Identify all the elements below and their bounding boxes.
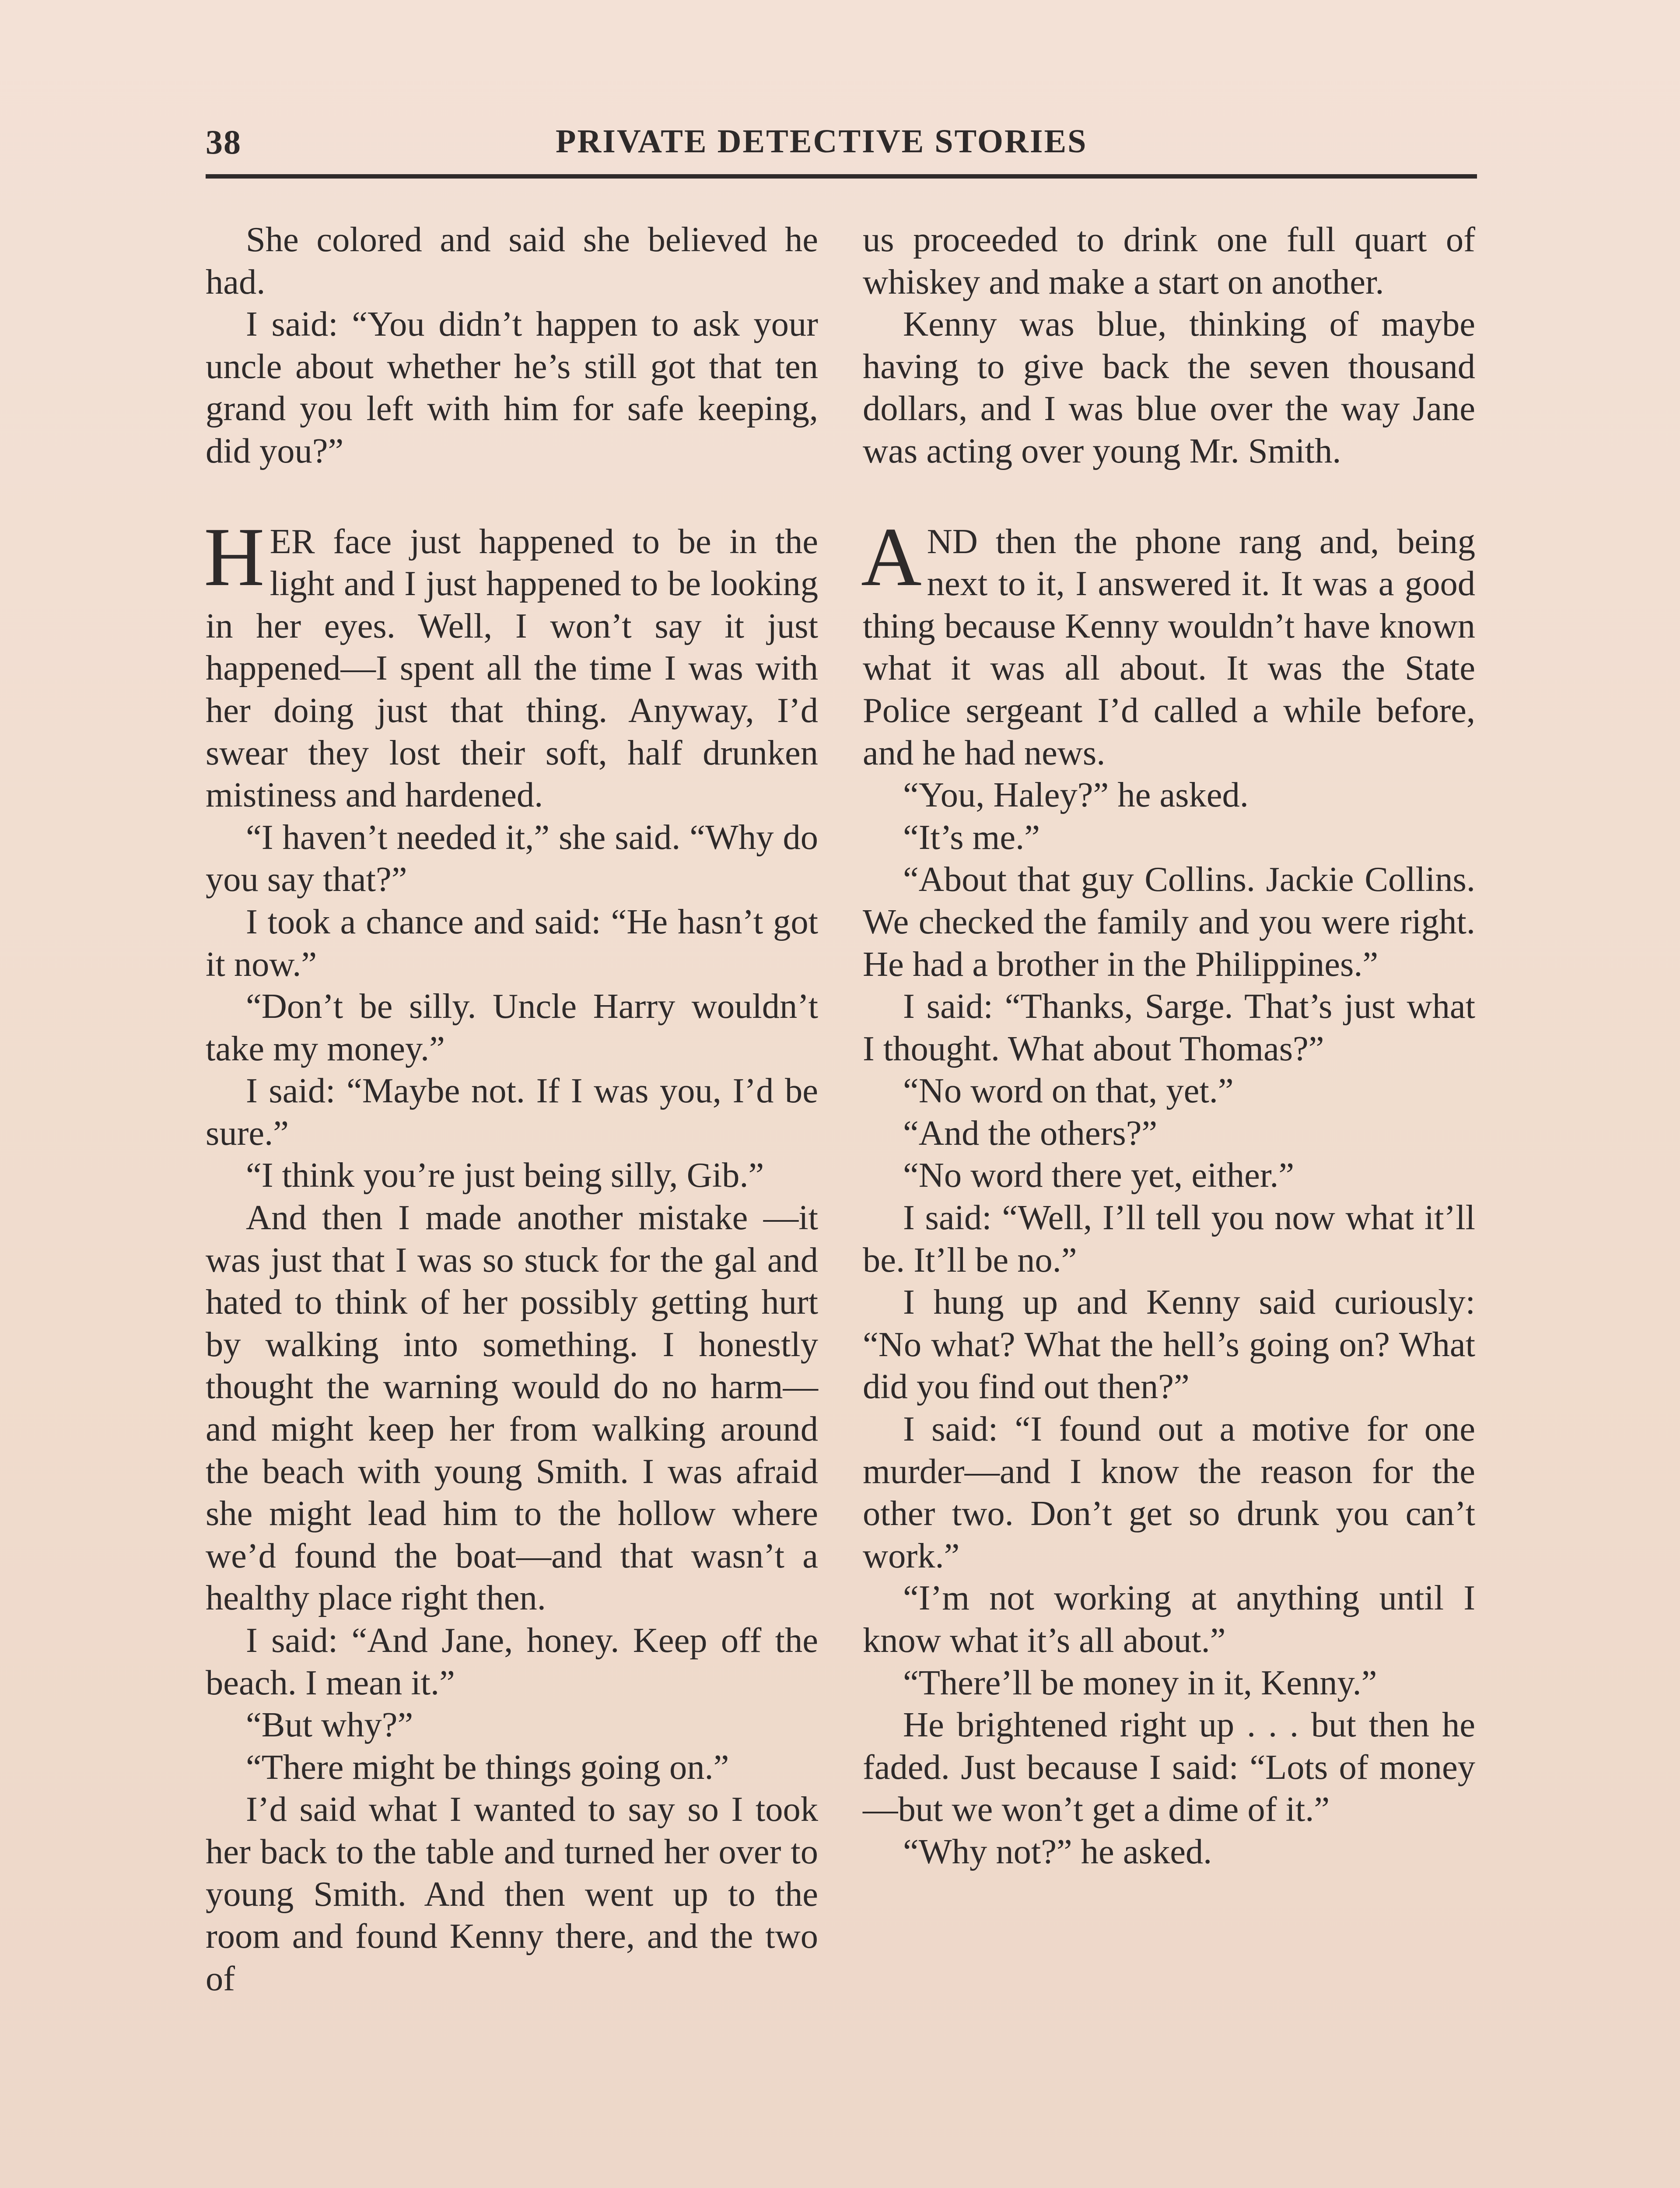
page-header — [206, 118, 1477, 166]
paragraph: I took a chance and said: “He hasn’t got it now.” — [206, 902, 818, 984]
section-text: ND then the phone rang and, being next to it, I answered it. It was a good thing because Kenny wouldn’t have known what it was all about. It was the State Police sergeant I’d called a while before, and he had news. — [863, 522, 1475, 772]
section-opening-paragraph — [861, 510, 1475, 775]
paragraph: “Why not?” he asked. — [903, 1832, 1212, 1871]
paragraph: “I haven’t needed it,” she said. “Why do you say that?” — [206, 817, 818, 899]
page-number: 38 — [206, 123, 242, 161]
paragraph: I said: “Maybe not. If I was you, I’d be sure.” — [206, 1071, 818, 1153]
running-title: PRIVATE DETECTIVE STORIES — [556, 123, 1088, 160]
paragraph: I said: “Well, I’ll tell you now what it’ll be. It’ll be no.” — [863, 1198, 1475, 1280]
paragraph: She colored and said she believed he had. — [206, 220, 818, 302]
paragraph: “But why?” — [246, 1705, 413, 1745]
paragraph: “About that guy Collins. Jackie Collins. We checked the family and you were right. He had a brother in the Philippines.” — [863, 860, 1475, 984]
paragraph: I said: “I found out a motive for one murder—and I know the reason for the other two. Don’t get so drunk you can’t work.” — [863, 1410, 1475, 1575]
paragraph: “Don’t be silly. Uncle Harry wouldn’t take my money.” — [206, 987, 818, 1068]
drop-cap: H — [204, 510, 265, 603]
paragraph: He brightened right up . . . but then he faded. Just because I said: “Lots of money—but we won’t get a dime of it.” — [863, 1705, 1475, 1829]
paragraph: I’d said what I wanted to say so I took her back to the table and turned her over to young Smith. And then went up to the room and found Kenny there, and the two of — [206, 1790, 818, 1998]
header-rule — [206, 174, 1477, 179]
paragraph: “I think you’re just being silly, Gib.” — [246, 1156, 764, 1195]
section-text: ER face just happened to be in the light and I just happened to be looking in her eyes. Well, I won’t say it just happened—I spent all the time I was with her doing just that thing. Anyway, I’d swear they lost their soft, half drunken mistiness and hardened. — [206, 522, 818, 815]
paragraph: And then I made another mistake —it was just that I was so stuck for the gal and hated to think of her possibly getting hurt by walking into something. I honestly thought the warning would do no harm—and might keep her from walking around the beach with young Smith. I was afraid she might lead him to the hollow where we’d found the boat—and that wasn’t a healthy place right then. — [206, 1198, 818, 1618]
paragraph: “There might be things going on.” — [246, 1747, 729, 1787]
paragraph: I hung up and Kenny said curiously: “No what? What the hell’s going on? What did you find out then?” — [863, 1283, 1475, 1406]
section-opening-paragraph — [204, 510, 818, 817]
paragraph: “You, Haley?” he asked. — [903, 775, 1249, 815]
left-column — [206, 219, 818, 2000]
paragraph: “I’m not working at anything until I know what it’s all about.” — [863, 1578, 1475, 1660]
paragraph: I said: “Thanks, Sarge. That’s just what I thought. What about Thomas?” — [863, 987, 1475, 1068]
paragraph: “No word on that, yet.” — [903, 1071, 1234, 1111]
paragraph: I said: “You didn’t happen to ask your uncle about whether he’s still got that ten grand you left with him for safe keeping, did you?” — [206, 305, 818, 470]
paragraph: us proceeded to drink one full quart of whiskey and make a start on another. — [863, 220, 1475, 302]
paragraph: “There’ll be money in it, Kenny.” — [903, 1663, 1377, 1702]
paragraph: “It’s me.” — [903, 817, 1040, 857]
paragraph: “No word there yet, either.” — [903, 1156, 1295, 1195]
right-column — [863, 219, 1475, 1873]
paragraph: Kenny was blue, thinking of maybe having to give back the seven thousand dollars, and I was blue over the way Jane was acting over young Mr. Smith. — [863, 305, 1475, 470]
paragraph: I said: “And Jane, honey. Keep off the beach. I mean it.” — [206, 1621, 818, 1702]
drop-cap: A — [861, 510, 922, 603]
paragraph: “And the others?” — [903, 1113, 1158, 1153]
